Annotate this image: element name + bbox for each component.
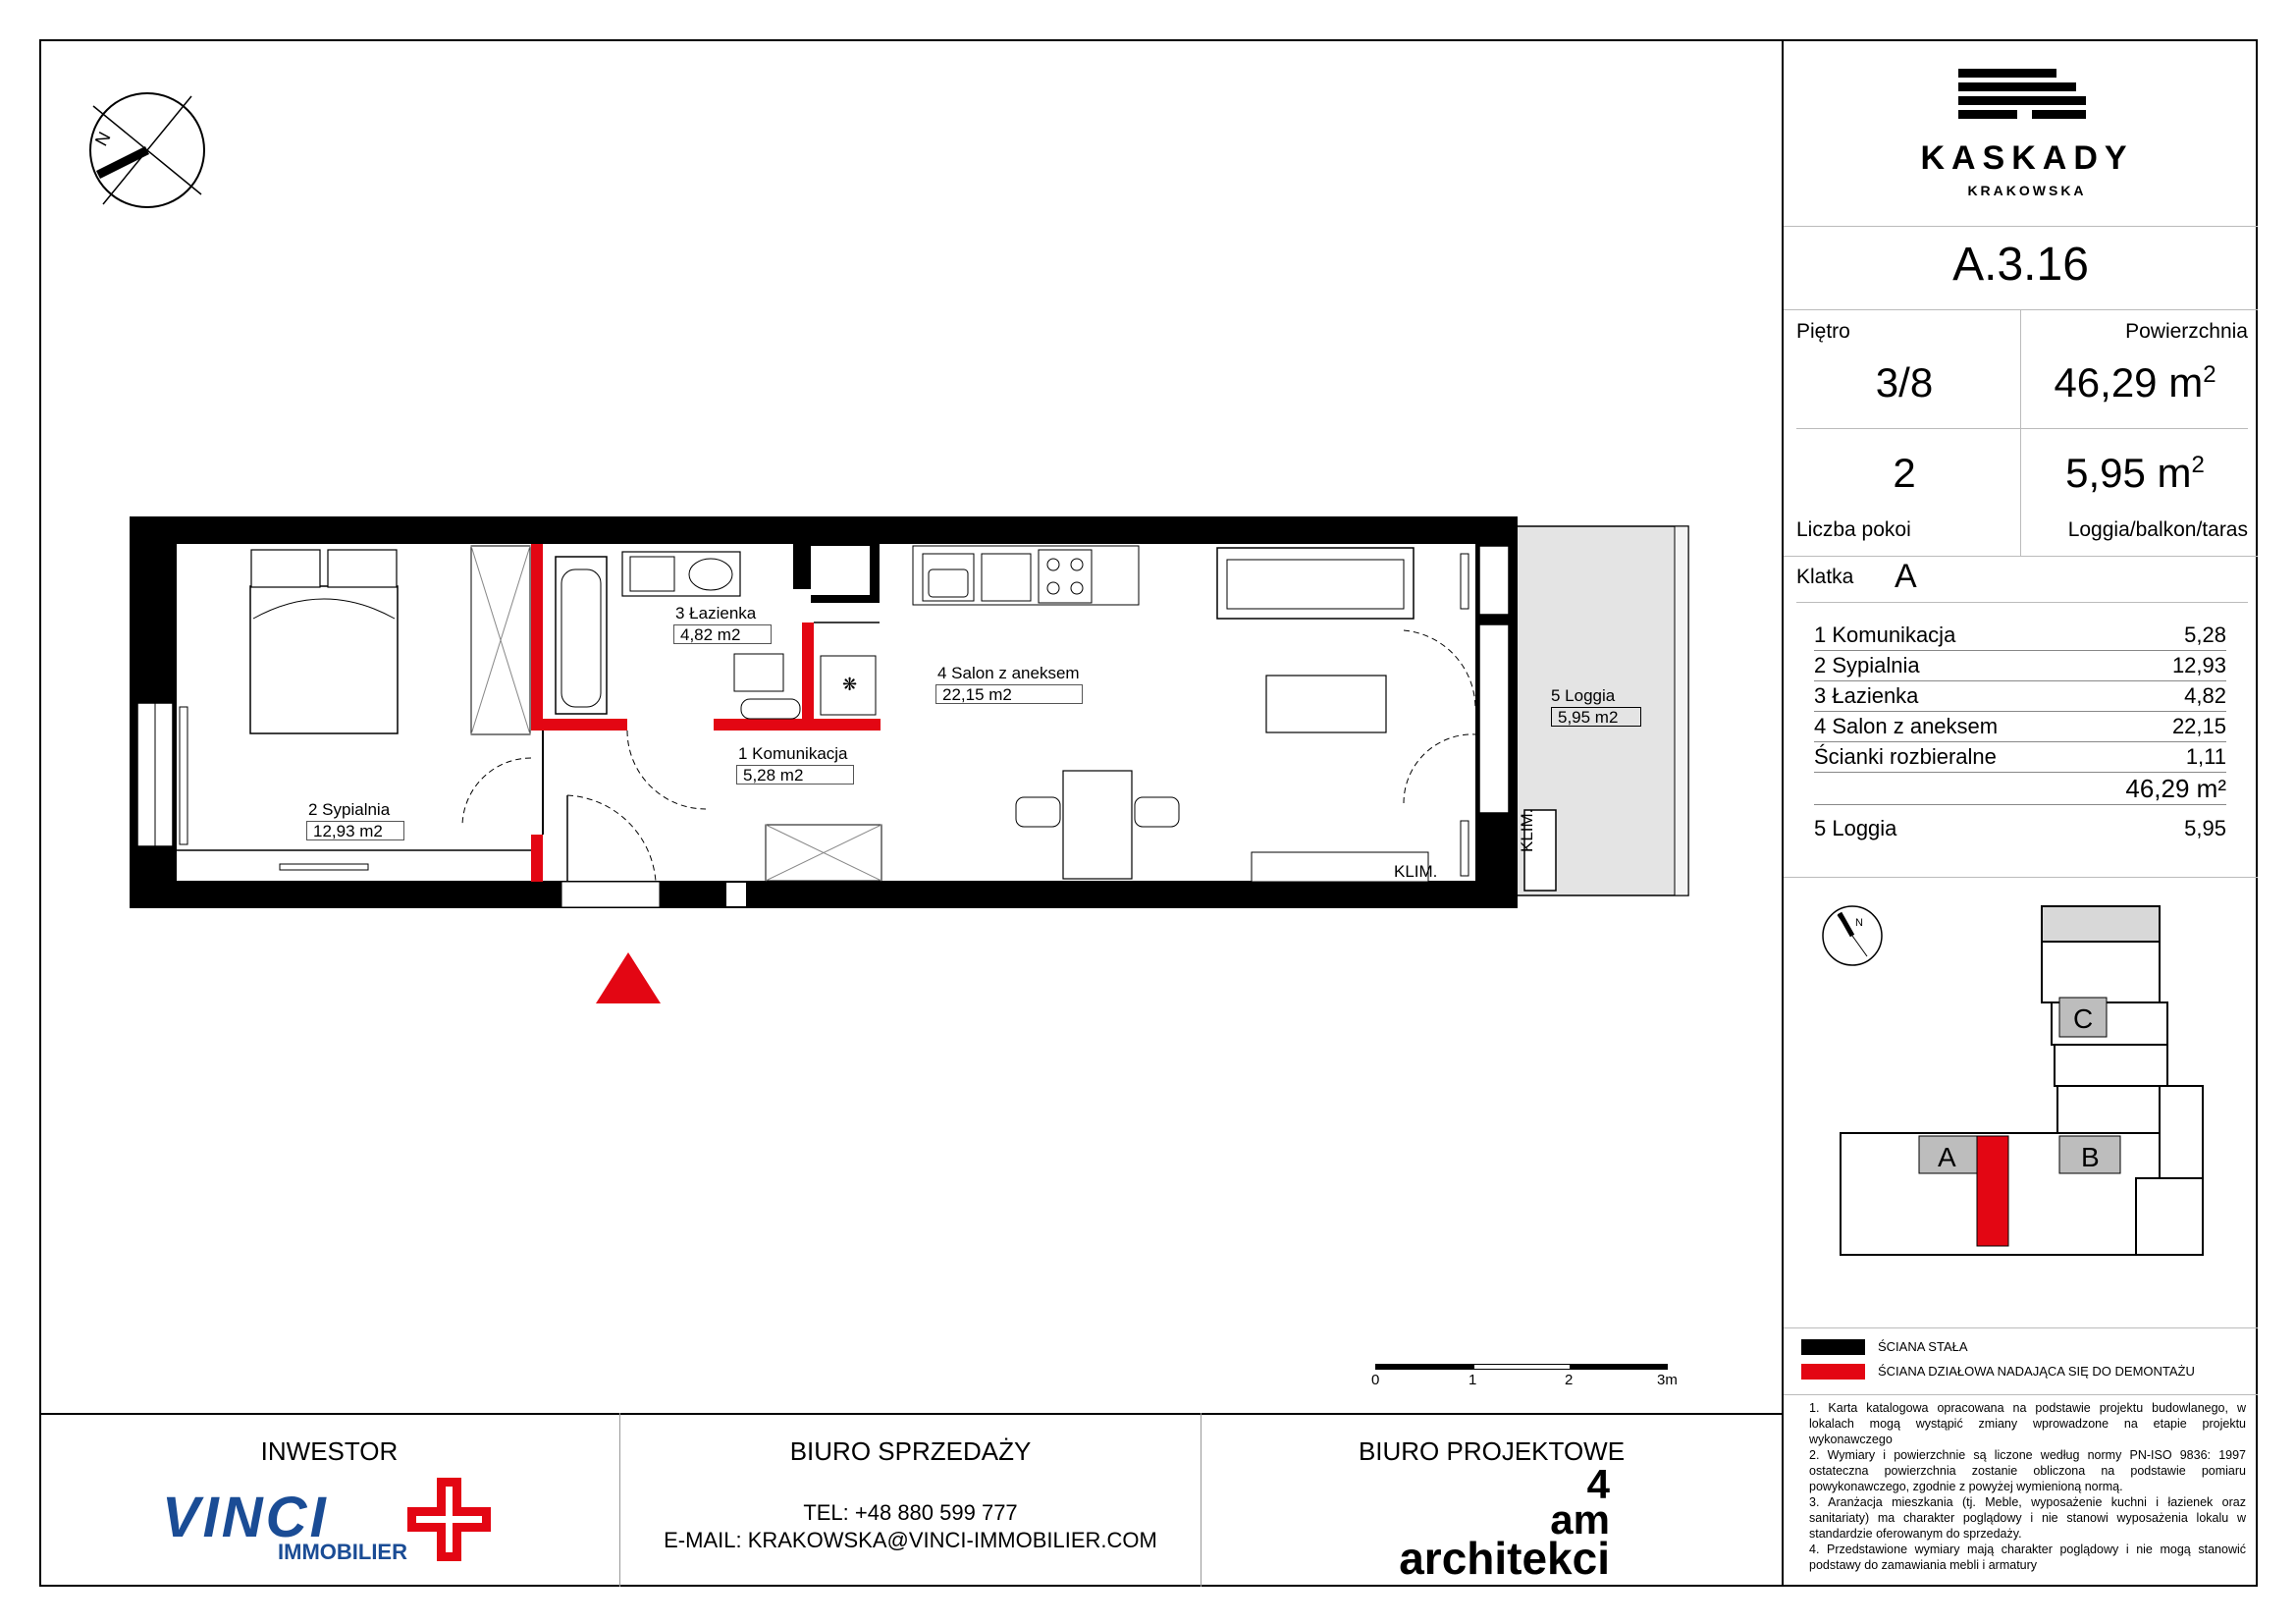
brand-name: KASKADY <box>1920 139 2134 177</box>
scale-bar-segment <box>1570 1364 1668 1370</box>
toilet-tank <box>734 654 783 691</box>
removable-wall <box>543 719 627 731</box>
living-area: 22,15 m2 <box>935 684 1083 704</box>
key-plan-compass-needle <box>1840 913 1852 936</box>
area-label: Powierzchnia <box>2125 320 2248 343</box>
key-plan-label-b: B <box>2081 1142 2100 1172</box>
summary-row-name: Ścianki rozbieralne <box>1814 744 1997 769</box>
legend-solid-text: ŚCIANA STAŁA <box>1878 1339 1968 1354</box>
design-logo-4: 4 <box>1586 1461 1610 1507</box>
summary-row <box>1814 650 2226 681</box>
wall-top <box>130 516 1518 544</box>
entry-arrow-icon <box>594 950 663 1005</box>
bathroom-area: 4,82 m2 <box>673 624 772 644</box>
removable-wall <box>531 544 543 731</box>
shaft-void <box>811 546 870 595</box>
summary-row-name: 4 Salon z aneksem <box>1814 714 1999 738</box>
bedroom-name: 2 Sypialnia <box>308 800 391 819</box>
rooms-value: 2 <box>1893 450 1916 496</box>
key-plan-label-c: C <box>2073 1003 2094 1034</box>
floor-label: Piętro <box>1796 320 1850 343</box>
washing-machine <box>630 557 674 591</box>
scale-tick: 2 <box>1565 1372 1574 1388</box>
design-logo-architekci: architekci <box>1399 1533 1610 1584</box>
window-bottom <box>726 883 746 906</box>
summary-row-value: 4,82 <box>2184 683 2226 708</box>
dining-table <box>1063 771 1132 879</box>
summary-row <box>1814 620 2226 651</box>
brand-logo-bar <box>1958 110 2017 119</box>
balcony-door-swing <box>1404 734 1475 803</box>
ac-label-loggia: KLIM. <box>1518 808 1536 852</box>
living-name: 4 Salon z aneksem <box>937 664 1080 682</box>
removable-wall <box>531 835 543 882</box>
scale-tick: 1 <box>1468 1372 1477 1388</box>
summary-row <box>1814 741 2226 773</box>
sep-info-mid <box>1796 428 2248 429</box>
stair-value: A <box>1895 558 1917 595</box>
investor-label: INWESTOR <box>260 1436 399 1466</box>
area-value <box>2022 359 2248 406</box>
removable-wall <box>802 623 814 731</box>
loggia-label: Loggia/balkon/taras <box>2067 518 2248 541</box>
scale-tick: 3m <box>1657 1372 1678 1388</box>
scale-bar-segment <box>1473 1364 1572 1370</box>
hob <box>1039 550 1092 603</box>
rooms-label: Liczba pokoi <box>1796 518 1911 541</box>
ac-label-living: KLIM. <box>1394 862 1438 881</box>
shaft-notch <box>793 589 811 603</box>
loggia-number: 5,95 m <box>2065 450 2192 496</box>
sep-keyplan-top <box>1784 877 2258 878</box>
brand-subtitle: KRAKOWSKA <box>1967 183 2087 198</box>
entry-door-swing <box>567 795 656 882</box>
bathtub-inner <box>561 569 601 707</box>
sep-info-vertical <box>2020 310 2021 556</box>
radiator <box>280 864 368 870</box>
bathroom-door-swing <box>627 731 706 809</box>
bedroom-door-swing <box>462 758 531 827</box>
coffee-table <box>1266 676 1386 732</box>
summary-total <box>1814 774 2226 805</box>
bed-pillow <box>251 550 320 587</box>
dining-chair <box>1016 797 1060 827</box>
vinci-logo-subtext: IMMOBILIER <box>278 1540 407 1564</box>
sep-info-bottom <box>1784 556 2258 557</box>
loggia-name: 5 Loggia <box>1551 686 1616 705</box>
sales-label: BIURO SPRZEDAŻY <box>789 1436 1032 1466</box>
legend-removable-swatch <box>1801 1364 1865 1380</box>
floor-value: 3/8 <box>1875 359 1934 406</box>
boiler-symbol: ❋ <box>842 675 858 695</box>
removable-wall <box>714 719 881 731</box>
key-plan-compass-letter: N <box>1855 917 1863 929</box>
scale-bar-segment <box>1375 1364 1473 1370</box>
brand-logo-bar <box>1958 69 2056 78</box>
vinci-logo-text: VINCI <box>162 1486 329 1549</box>
loggia-value <box>2022 450 2248 497</box>
summary-row <box>1814 711 2226 742</box>
window-right <box>1479 546 1509 615</box>
note: 1. Karta katalogowa opracowana na podstawie projektu budowlanego, w lokalach mogą wystąpić zmiany wprowadzone na etapie projektu wykonawczego <box>1809 1401 2246 1446</box>
summary-row-name: 3 Łazienka <box>1814 683 1919 708</box>
sink-bowl <box>929 569 968 597</box>
north-compass-icon <box>83 86 211 214</box>
design-label: BIURO PROJEKTOWE <box>1358 1436 1626 1466</box>
area-number: 46,29 m <box>2054 359 2204 406</box>
sales-email[interactable]: E-MAIL: KRAKOWSKA@VINCI-IMMOBILIER.COM <box>664 1528 1157 1552</box>
note: 2. Wymiary i powierzchnie są liczone według normy PN-ISO 9836: 1997 ostateczna powierzchnia zostanie obliczona na podstawie pomiaru powykonawczego, zgodnie z powyżej wymienioną normą. <box>1809 1448 2246 1493</box>
key-plan-building <box>1841 906 2203 1255</box>
note: 3. Aranżacja mieszkania (tj. Meble, wyposażenie kuchni i łazienek oraz sanitariaty) ma charakter poglądowy i nie stanowi wyposażenia lokalu w standardzie oferowanym do sprzedaży. <box>1809 1495 2246 1541</box>
summary-row-value: 1,11 <box>2185 744 2226 769</box>
loggia-rail <box>1675 526 1688 895</box>
key-plan-unit-highlight <box>1977 1136 2008 1246</box>
summary-row-name: 1 Komunikacja <box>1814 623 1956 647</box>
scale-tick: 0 <box>1371 1372 1380 1388</box>
bed <box>250 586 398 733</box>
stair-label: Klatka <box>1796 566 1854 588</box>
legend-removable-text: ŚCIANA DZIAŁOWA NADAJĄCA SIĘ DO DEMONTAŻU <box>1878 1364 2195 1379</box>
loggia-unit-sup: 2 <box>2191 452 2205 478</box>
bedroom-area: 12,93 m2 <box>306 821 404 840</box>
summary-total-value: 46,29 m² <box>2125 774 2226 803</box>
radiator <box>1461 554 1468 609</box>
sofa-seat <box>1227 560 1404 609</box>
radiator <box>1461 821 1468 876</box>
brand-logo-bar <box>1958 82 2076 91</box>
bathroom-name: 3 Łazienka <box>675 604 757 623</box>
sales-phone[interactable]: TEL: +48 880 599 777 <box>803 1500 1018 1525</box>
balcony-door-swing <box>1404 630 1475 709</box>
floor-plan <box>123 511 1713 1011</box>
loggia-area-label: 5,95 m2 <box>1551 707 1641 727</box>
entry-door-opening <box>561 882 660 907</box>
vinci-logo-cross-icon <box>402 1473 496 1566</box>
summary-row <box>1814 680 2226 712</box>
summary-row-value: 12,93 <box>2171 653 2226 677</box>
summary-row-value: 5,28 <box>2184 623 2226 647</box>
unit-code: A.3.16 <box>1952 239 2089 291</box>
note: 4. Przedstawione wymiary mają charakter poglądowy i nie mogą stanowić podstawy do zamawiania mebli i armatury <box>1809 1543 2246 1572</box>
hall-area: 5,28 m2 <box>736 765 854 785</box>
summary-row-value: 22,15 <box>2171 714 2226 738</box>
area-unit-sup: 2 <box>2203 361 2216 388</box>
radiator <box>180 707 187 844</box>
legend-solid-swatch <box>1801 1339 1865 1355</box>
hall-name: 1 Komunikacja <box>738 744 848 763</box>
summary-row-name: 2 Sypialnia <box>1814 653 1920 677</box>
dining-chair <box>1135 797 1179 827</box>
bed-pillow <box>328 550 397 587</box>
toilet-seat <box>741 699 800 719</box>
brand-logo-bar <box>1958 96 2086 105</box>
sep-notes-top <box>1784 1394 2258 1395</box>
wall-bottom <box>130 881 1518 908</box>
balcony-door <box>1479 624 1509 813</box>
brand-logo-bar <box>2032 110 2086 119</box>
sep-legend-top <box>1784 1327 2258 1328</box>
washbasin <box>689 559 732 590</box>
sep-summary-top <box>1796 602 2248 603</box>
summary-loggia-row <box>1814 813 2226 843</box>
dishwasher <box>982 554 1031 601</box>
summary-loggia-name: 5 Loggia <box>1814 816 1897 840</box>
key-plan-label-a: A <box>1938 1142 1956 1172</box>
sep-brand <box>1784 226 2258 227</box>
notes <box>1809 1400 2246 1573</box>
design-logo-am: am <box>1550 1496 1610 1543</box>
summary-loggia-value: 5,95 <box>2184 816 2226 840</box>
footer-divider <box>39 1413 1784 1415</box>
key-plan <box>1787 884 2248 1276</box>
compass-letter: N <box>90 129 115 149</box>
